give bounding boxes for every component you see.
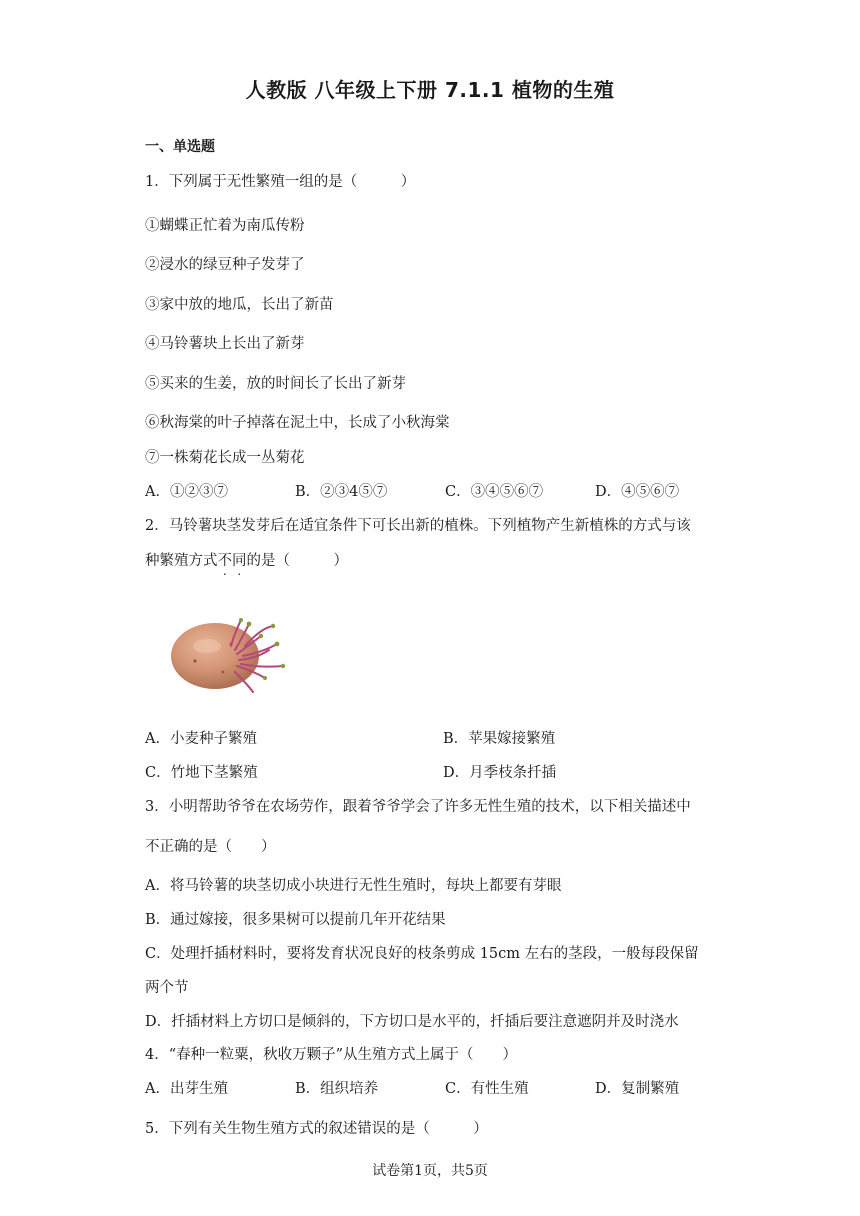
- q2-text-pre: 种繁殖方式: [145, 553, 218, 569]
- q4-option-c[interactable]: C．有性生殖: [445, 1081, 529, 1097]
- page-title: 人教版 八年级上下册 7.1.1 植物的生殖: [245, 78, 615, 102]
- q2-option-d[interactable]: D．月季枝条扦插: [443, 765, 557, 781]
- q1-option-a[interactable]: A．①②③⑦: [145, 484, 228, 500]
- q1-item-1: ①蝴蝶正忙着为南瓜传粉: [145, 218, 305, 234]
- q1-item-6: ⑥秋海棠的叶子掉落在泥土中，长成了小秋海棠: [145, 415, 450, 431]
- q1-option-d[interactable]: D．④⑤⑥⑦: [595, 484, 680, 500]
- section-heading: 一、单选题: [145, 139, 215, 155]
- q2-emphasis-char-1: 不: [217, 553, 232, 569]
- q1-item-3: ③家中放的地瓜，长出了新苗: [145, 297, 334, 313]
- q1-option-b[interactable]: B．②③4⑤⑦: [295, 484, 388, 500]
- question-4-stem: 4．“春种一粒粟，秋收万颗子”从生殖方式上属于（ ）: [145, 1047, 518, 1063]
- q2-option-c[interactable]: C．竹地下茎繁殖: [145, 765, 258, 781]
- q1-item-5: ⑤买来的生姜，放的时间长了长出了新芽: [145, 376, 406, 392]
- question-2-line-2: [145, 549, 348, 570]
- q1-item-2: ②浸水的绿豆种子发芽了: [145, 257, 305, 273]
- question-2-line-1: 2．马铃薯块茎发芽后在适宜条件下可长出新的植株。下列植物产生新植株的方式与该: [145, 518, 691, 534]
- q2-emphasis-char-2: 同: [232, 553, 247, 569]
- q1-item-4: ④马铃薯块上长出了新芽: [145, 336, 305, 352]
- question-1-stem: 1．下列属于无性繁殖一组的是（ ）: [145, 174, 416, 190]
- q2-option-a[interactable]: A．小麦种子繁殖: [145, 731, 257, 747]
- question-3-line-2: 不正确的是（ ）: [145, 839, 276, 855]
- q1-item-7: ⑦一株菊花长成一丛菊花: [145, 450, 305, 466]
- q4-option-b[interactable]: B．组织培养: [295, 1081, 379, 1097]
- q3-option-b[interactable]: B．通过嫁接，很多果树可以提前几年开花结果: [145, 912, 446, 928]
- potato-image: [165, 606, 300, 696]
- q4-option-a[interactable]: A．出芽生殖: [145, 1081, 228, 1097]
- page-footer: 试卷第1页，共5页: [372, 1163, 488, 1179]
- q1-option-c[interactable]: C．③④⑤⑥⑦: [445, 484, 544, 500]
- q3-option-c-continued: 两个节: [145, 980, 189, 996]
- q2-text-post: 的是（ ）: [246, 553, 348, 569]
- question-5-stem: 5．下列有关生物生殖方式的叙述错误的是（ ）: [145, 1121, 488, 1137]
- q3-option-c[interactable]: C．处理扦插材料时，要将发育状况良好的枝条剪成 15cm 左右的茎段，一般每段保留: [145, 946, 699, 962]
- q4-option-d[interactable]: D．复制繁殖: [595, 1081, 680, 1097]
- q2-option-b[interactable]: B．苹果嫁接繁殖: [443, 731, 556, 747]
- q3-option-d[interactable]: D．扦插材料上方切口是倾斜的，下方切口是水平的，扦插后要注意遮阴并及时浇水: [145, 1014, 679, 1030]
- sprouting-potato-icon: [165, 606, 300, 696]
- question-3-line-1: 3．小明帮助爷爷在农场劳作，跟着爷爷学会了许多无性生殖的技术，以下相关描述中: [145, 799, 691, 815]
- q3-option-a[interactable]: A．将马铃薯的块茎切成小块进行无性生殖时，每块上都要有芽眼: [145, 878, 562, 894]
